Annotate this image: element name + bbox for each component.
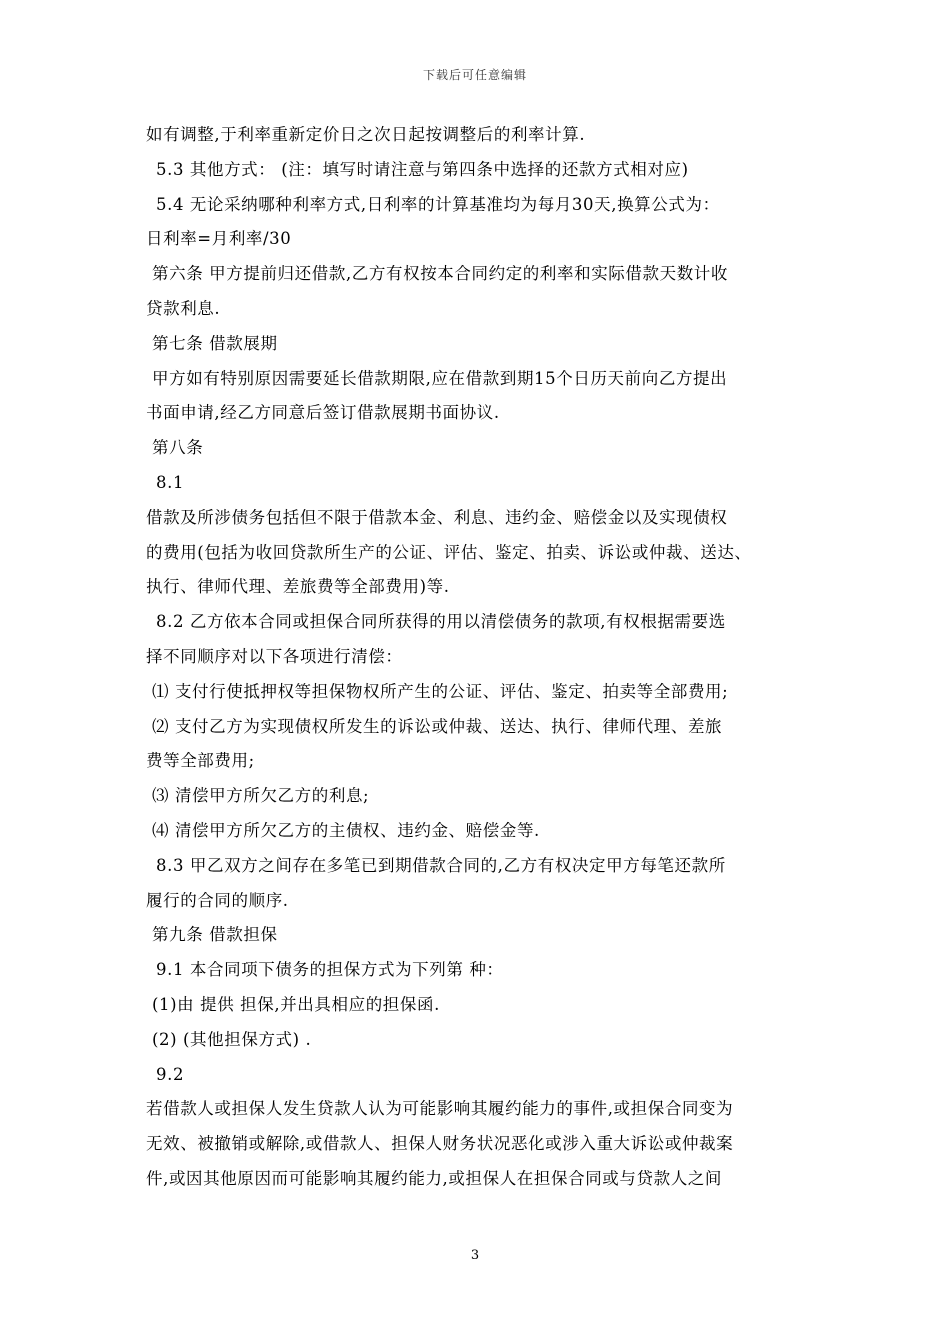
- text-line: 履行的合同的顺序.: [146, 890, 289, 910]
- text-line: 甲方如有特别原因需要延长借款期限,应在借款到期15个日历天前向乙方提出: [152, 368, 728, 388]
- text-line: 第九条 借款担保: [152, 925, 278, 945]
- text-line: 书面申请,经乙方同意后签订借款展期书面协议.: [146, 403, 500, 423]
- text-line: 8.3 甲乙双方之间存在多笔已到期借款合同的,乙方有权决定甲方每笔还款所: [156, 855, 726, 875]
- text-line: 5.4 无论采纳哪种利率方式,日利率的计算基准均为每月30天,换算公式为：: [156, 194, 720, 214]
- page-number: 3: [470, 1248, 480, 1263]
- text-line: ⑷ 清偿甲方所欠乙方的主债权、违约金、赔偿金等.: [152, 820, 540, 840]
- text-line: (1)由 提供 担保,并出具相应的担保函.: [152, 994, 440, 1014]
- text-line: 无效、被撤销或解除,或借款人、担保人财务状况恶化或涉入重大诉讼或仲裁案: [146, 1134, 734, 1154]
- text-line: 贷款利息.: [146, 298, 221, 318]
- text-line: (2) (其他担保方式) .: [152, 1029, 312, 1049]
- text-line: 择不同顺序对以下各项进行清偿：: [146, 646, 403, 666]
- text-line: ⑵ 支付乙方为实现债权所发生的诉讼或仲裁、送达、执行、律师代理、差旅: [152, 716, 723, 736]
- text-line: 第六条 甲方提前归还借款,乙方有权按本合同约定的利率和实际借款天数计收: [152, 264, 728, 284]
- text-line: 8.2 乙方依本合同或担保合同所获得的用以清偿债务的款项,有权根据需要选: [156, 612, 726, 632]
- text-line: 的费用(包括为收回贷款所生产的公证、评估、鉴定、拍卖、诉讼或仲裁、送达、: [146, 542, 752, 562]
- text-line: 费等全部费用;: [146, 751, 255, 771]
- text-line: 8.1: [156, 472, 185, 492]
- text-line: 执行、律师代理、差旅费等全部费用)等.: [146, 577, 450, 597]
- text-line: ⑶ 清偿甲方所欠乙方的利息;: [152, 786, 370, 806]
- document-body: [146, 118, 846, 1197]
- text-line: 日利率=月利率/30: [146, 229, 292, 249]
- text-line: 若借款人或担保人发生贷款人认为可能影响其履约能力的事件,或担保合同变为: [146, 1099, 734, 1119]
- text-line: 9.2: [156, 1064, 185, 1084]
- text-line: 9.1 本合同项下债务的担保方式为下列第 种：: [156, 960, 504, 980]
- text-line: 借款及所涉债务包括但不限于借款本金、利息、违约金、赔偿金以及实现债权: [146, 507, 728, 527]
- text-line: 第八条: [152, 438, 204, 458]
- page-header: 下载后可任意编辑: [422, 68, 527, 82]
- text-line: 如有调整,于利率重新定价日之次日起按调整后的利率计算.: [146, 125, 586, 144]
- text-line: 5.3 其他方式： (注：填写时请注意与第四条中选择的还款方式相对应): [156, 159, 689, 179]
- text-line: 件,或因其他原因而可能影响其履约能力,或担保人在担保合同或与贷款人之间: [146, 1168, 722, 1188]
- text-line: 第七条 借款展期: [152, 333, 278, 353]
- text-line: ⑴ 支付行使抵押权等担保物权所产生的公证、评估、鉴定、拍卖等全部费用;: [152, 681, 729, 701]
